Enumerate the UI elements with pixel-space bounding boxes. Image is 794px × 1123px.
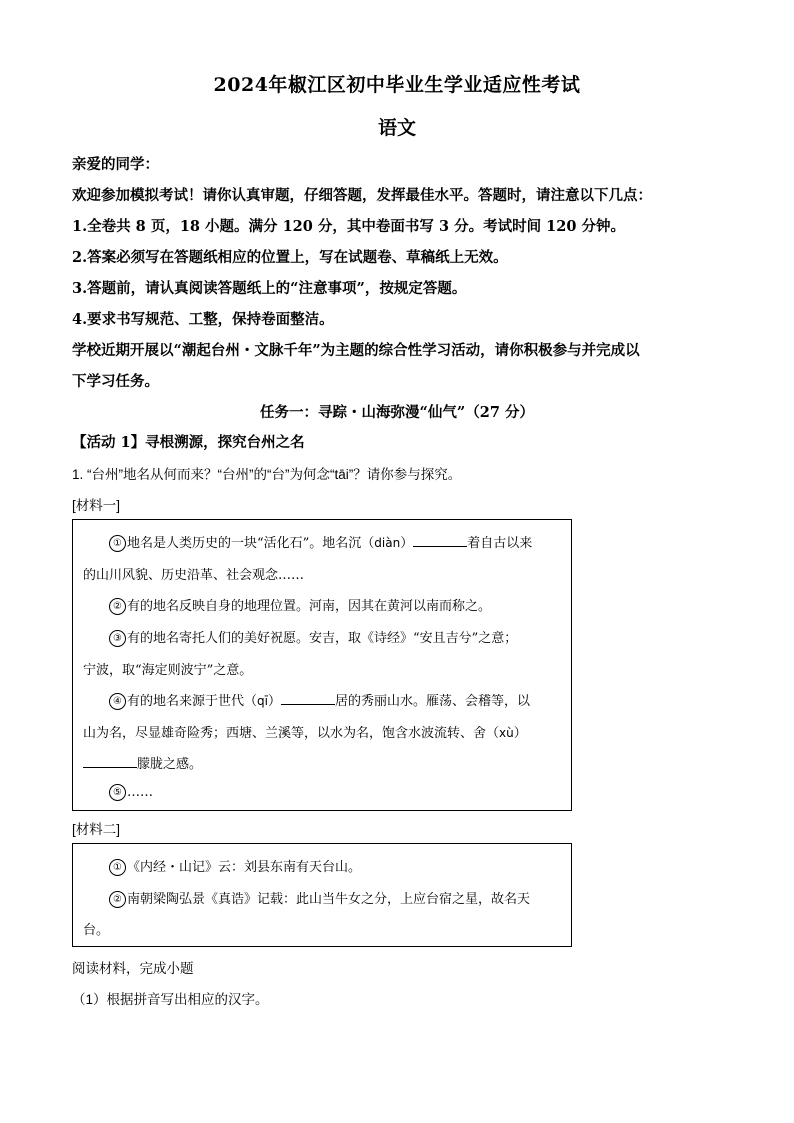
subject-title: 语文 <box>377 117 416 139</box>
material1-para2: ② 有的地名反映自身的地理位置。河南，因其在黄河以南而称之。 <box>109 595 491 615</box>
fill-blank[interactable] <box>83 755 137 768</box>
material2-para2-cont: 台。 <box>83 923 110 938</box>
activity-intro-line2: 下学习任务。 <box>72 373 159 390</box>
circled-number: ④ <box>109 693 126 710</box>
material2-box <box>72 843 572 947</box>
material1-label: [材料一] <box>72 498 121 513</box>
material1-para3: ③ 有的地名寄托人们的美好祝愿。安吉，取《诗经》“安且吉兮”之意； <box>109 627 517 647</box>
circled-number: ① <box>109 859 126 876</box>
welcome-text: 欢迎参加模拟考试！请你认真审题，仔细答题，发挥最佳水平。答题时，请注意以下几点： <box>72 187 652 204</box>
fill-blank[interactable] <box>413 534 467 547</box>
pinyin: xù <box>499 726 514 740</box>
circled-number: ⑤ <box>109 784 126 801</box>
material1-para4-cont2: 朦胧之感。 <box>83 753 202 772</box>
material2-para1: ① 《内经・山记》云：刘县东南有天台山。 <box>109 856 361 876</box>
question-1: 1. “台州”地名从何而来？“台州”的“台”为何念“tāi”？请你参与探究。 <box>72 467 462 482</box>
material1-para1: ① 地名是人类历史的一块“活化石”。地名沉（diàn） 着自古以来 <box>109 532 532 552</box>
circled-number: ③ <box>109 630 126 647</box>
material1-para4: ④ 有的地名来源于世代（qī） 居的秀丽山水。雁荡、会稽等，以 <box>109 690 530 710</box>
rule-3: 3.答题前，请认真阅读答题纸上的“注意事项”，按规定答题。 <box>72 280 467 297</box>
material2-label: [材料二] <box>72 822 121 837</box>
circled-number: ② <box>109 891 126 908</box>
circled-number: ① <box>109 535 126 552</box>
circled-number: ② <box>109 598 126 615</box>
material1-para3-cont: 宁波，取“海定则波宁”之意。 <box>83 663 253 678</box>
activity1-heading: 【活动 1】寻根溯源，探究台州之名 <box>72 434 305 451</box>
greeting: 亲爱的同学： <box>72 156 159 173</box>
exam-title: 2024年椒江区初中毕业生学业适应性考试 <box>213 74 581 96</box>
fill-blank[interactable] <box>281 692 335 705</box>
pinyin: diàn <box>374 536 401 550</box>
pinyin: qī <box>257 694 268 708</box>
rule-4: 4.要求书写规范、工整，保持卷面整洁。 <box>72 311 334 328</box>
activity-intro-line1: 学校近期开展以“潮起台州・文脉千年”为主题的综合性学习活动，请你积极参与并完成以 <box>72 342 640 359</box>
subquestion-1: （1）根据拼音写出相应的汉字。 <box>72 992 269 1007</box>
material1-para4-cont1: 山为名，尽显雄奇险秀；西塘、兰溪等，以水为名，饱含水波流转、舍（xù） <box>83 726 527 741</box>
rule-1: 1.全卷共 8 页，18 小题。满分 120 分，其中卷面书写 3 分。考试时间 120 分钟。 <box>72 218 625 235</box>
material2-para2: ② 南朝梁陶弘景《真诰》记载：此山当牛女之分，上应台宿之星，故名天 <box>109 888 530 908</box>
material1-para5: ⑤ …… <box>109 784 153 801</box>
material1-para1-cont: 的山川风貌、历史沿革、社会观念…… <box>83 568 305 583</box>
task1-heading: 任务一：寻踪・山海弥漫“仙气”（27 分） <box>260 404 534 421</box>
material1-box <box>72 519 572 811</box>
read-instruction: 阅读材料，完成小题 <box>72 961 194 976</box>
rule-2: 2.答案必须写在答题纸相应的位置上，写在试题卷、草稿纸上无效。 <box>72 249 508 266</box>
